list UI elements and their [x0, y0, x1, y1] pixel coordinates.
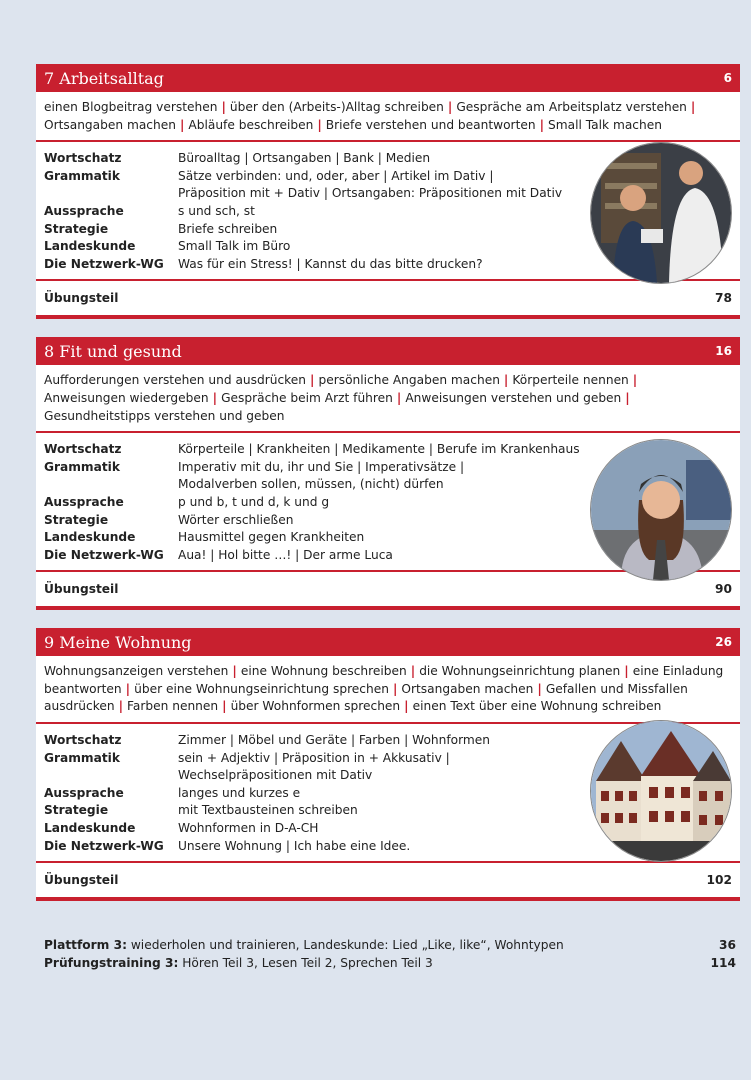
goal: einen Blogbeitrag verstehen	[44, 100, 218, 114]
row-value: Was für ein Stress! | Kannst du das bitte drucken?	[178, 256, 483, 271]
office-photo	[590, 142, 732, 284]
row-label: Aussprache	[44, 203, 124, 218]
chapter-header	[36, 628, 740, 656]
chapter-title: 8 Fit und gesund	[44, 341, 182, 361]
chapter-goals: Aufforderungen verstehen und ausdrücken | persönliche Angaben machen | Körperteile nennen | Anweisungen wiedergeben | Gespräche beim Arzt führen | Anweisungen verstehen und geben | Gesundheitstipps verstehen und geben	[36, 365, 740, 433]
row-value: sein + Adjektiv | Präposition in + Akkusativ |	[178, 750, 450, 765]
row-value: Unsere Wohnung | Ich habe eine Idee.	[178, 838, 411, 853]
row-label: Landeskunde	[44, 530, 136, 545]
row-label	[44, 476, 178, 494]
row-label: Die Netzwerk-WG	[44, 256, 164, 271]
pruefung-page: 114	[710, 956, 736, 970]
row-value: Modalverben sollen, müssen, (nicht) dürfen	[178, 477, 444, 492]
chapter-page: 16	[715, 344, 732, 359]
row-label: Die Netzwerk-WG	[44, 547, 164, 562]
chapter-page: 6	[723, 71, 732, 85]
row-label: Strategie	[44, 803, 109, 818]
chapter-page: 26	[715, 635, 732, 650]
goal: über den (Arbeits-)Alltag schreiben	[229, 100, 444, 114]
row-label: Wortschatz	[44, 733, 122, 748]
row-label: Wortschatz	[44, 442, 122, 457]
goal: über eine Wohnungseinrichtung sprechen	[134, 681, 389, 696]
goal: Gefallen und Missfallen ausdrücken	[44, 681, 688, 714]
row-label: Strategie	[44, 512, 109, 527]
goal: Wohnungsanzeigen verstehen	[44, 664, 229, 679]
row-value: Wörter erschließen	[178, 512, 294, 527]
uebungsteil-label: Übungsteil	[44, 873, 119, 888]
goal: Gespräche am Arbeitsplatz verstehen	[456, 100, 687, 114]
plattform-label: Plattform 3:	[44, 938, 127, 952]
goal: Briefe verstehen und beantworten	[325, 117, 536, 132]
cyclist-photo	[590, 439, 732, 581]
pruefung-label: Prüfungstraining 3:	[44, 956, 179, 970]
plattform-row	[44, 936, 736, 954]
chapter-details	[36, 724, 740, 863]
goal: Small Talk machen	[548, 117, 662, 132]
goal: Körperteile nennen	[512, 373, 629, 388]
chapter-8	[36, 337, 740, 610]
row-value: Zimmer | Möbel und Geräte | Farben | Wohnformen	[178, 733, 490, 748]
pruefung-row	[44, 954, 736, 972]
row-label: Grammatik	[44, 750, 120, 765]
uebungsteil-page: 78	[715, 291, 732, 306]
chapter-goals: einen Blogbeitrag verstehen | über den (Arbeits-)Alltag schreiben | Gespräche am Arbeitsplatz verstehen | Ortsangaben machen | Abläufe beschreiben | Briefe verstehen und beantworten | Small Talk machen	[36, 92, 740, 142]
goal: einen Text über eine Wohnung schreiben	[412, 699, 662, 714]
goal: Ortsangaben machen	[44, 117, 176, 132]
footer	[44, 936, 736, 972]
uebungsteil-label: Übungsteil	[44, 291, 119, 306]
goal: eine Wohnung beschreiben	[240, 664, 407, 679]
row-label: Landeskunde	[44, 821, 136, 836]
goal: Abläufe beschreiben	[188, 117, 314, 132]
houses-photo	[590, 720, 732, 862]
row-value: Sätze verbinden: und, oder, aber | Artikel im Dativ |	[178, 168, 494, 183]
row-value: Körperteile | Krankheiten | Medikamente | Berufe im Krankenhaus	[178, 442, 580, 457]
chapter-header	[36, 337, 740, 365]
row-label: Aussprache	[44, 785, 124, 800]
uebungsteil-row	[36, 281, 740, 319]
goal: Gespräche beim Arzt führen	[221, 390, 393, 405]
goal: über Wohnformen sprechen	[230, 699, 401, 714]
goal: persönliche Angaben machen	[318, 373, 500, 388]
uebungsteil-page: 90	[715, 582, 732, 597]
plattform-page: 36	[719, 938, 736, 952]
row-label: Grammatik	[44, 168, 120, 183]
row-label	[44, 767, 178, 785]
table-of-contents	[36, 64, 740, 901]
row-value: s und sch, st	[178, 203, 255, 218]
uebungsteil-label: Übungsteil	[44, 582, 119, 597]
uebungsteil-row	[36, 863, 740, 901]
row-value: mit Textbausteinen schreiben	[178, 803, 358, 818]
chapter-details	[36, 433, 740, 572]
chapter-title: 9 Meine Wohnung	[44, 632, 192, 652]
goal: Aufforderungen verstehen und ausdrücken	[44, 373, 307, 388]
row-value: langes und kurzes e	[178, 785, 301, 800]
row-label: Grammatik	[44, 459, 120, 474]
uebungsteil-page: 102	[706, 873, 732, 888]
goal: Farben nennen	[127, 699, 219, 714]
goal: eine Einladung beantworten	[44, 664, 724, 696]
chapter-9	[36, 628, 740, 901]
row-label: Aussprache	[44, 494, 124, 509]
row-value: Hausmittel gegen Krankheiten	[178, 530, 365, 545]
row-value: Büroalltag | Ortsangaben | Bank | Medien	[178, 151, 431, 166]
goal: Ortsangaben machen	[401, 681, 534, 696]
row-value: Wohnformen in D-A-CH	[178, 821, 319, 836]
row-label: Strategie	[44, 221, 109, 236]
row-value: Imperativ mit du, ihr und Sie | Imperativsätze |	[178, 459, 465, 474]
row-value: Präposition mit + Dativ | Ortsangaben: Präpositionen mit Dativ	[178, 186, 563, 201]
goal: die Wohnungseinrichtung planen	[419, 664, 621, 679]
chapter-title: 7 Arbeitsalltag	[44, 68, 164, 88]
pruefung-text: Hören Teil 3, Lesen Teil 2, Sprechen Teil 3	[178, 956, 433, 970]
row-value: Wechselpräpositionen mit Dativ	[178, 768, 373, 783]
row-label: Landeskunde	[44, 239, 136, 254]
chapter-7	[36, 64, 740, 319]
chapter-header	[36, 64, 740, 92]
goal: Anweisungen wiedergeben	[44, 390, 209, 405]
row-value: Aua! | Hol bitte …! | Der arme Luca	[178, 547, 393, 562]
row-value: Briefe schreiben	[178, 221, 278, 236]
plattform-text: wiederholen und trainieren, Landeskunde: Lied „Like, like“, Wohntypen	[126, 938, 564, 952]
row-label	[44, 185, 178, 203]
uebungsteil-row	[36, 572, 740, 610]
row-label: Die Netzwerk-WG	[44, 838, 164, 853]
row-value: p und b, t und d, k und g	[178, 494, 330, 509]
goal: Anweisungen verstehen und geben	[405, 390, 622, 405]
chapter-goals: Wohnungsanzeigen verstehen | eine Wohnung beschreiben | die Wohnungseinrichtung planen | eine Einladung beantworten | über eine Wohnungseinrichtung sprechen | Ortsangaben machen | Gefallen und Missfallen ausdrücken | Farben nennen | über Wohnformen sprechen | einen Text über eine Wohnung schreiben	[36, 656, 740, 724]
row-value: Small Talk im Büro	[178, 239, 291, 254]
goal: Gesundheitstipps verstehen und geben	[44, 408, 285, 423]
chapter-details	[36, 142, 740, 281]
row-label: Wortschatz	[44, 151, 122, 166]
